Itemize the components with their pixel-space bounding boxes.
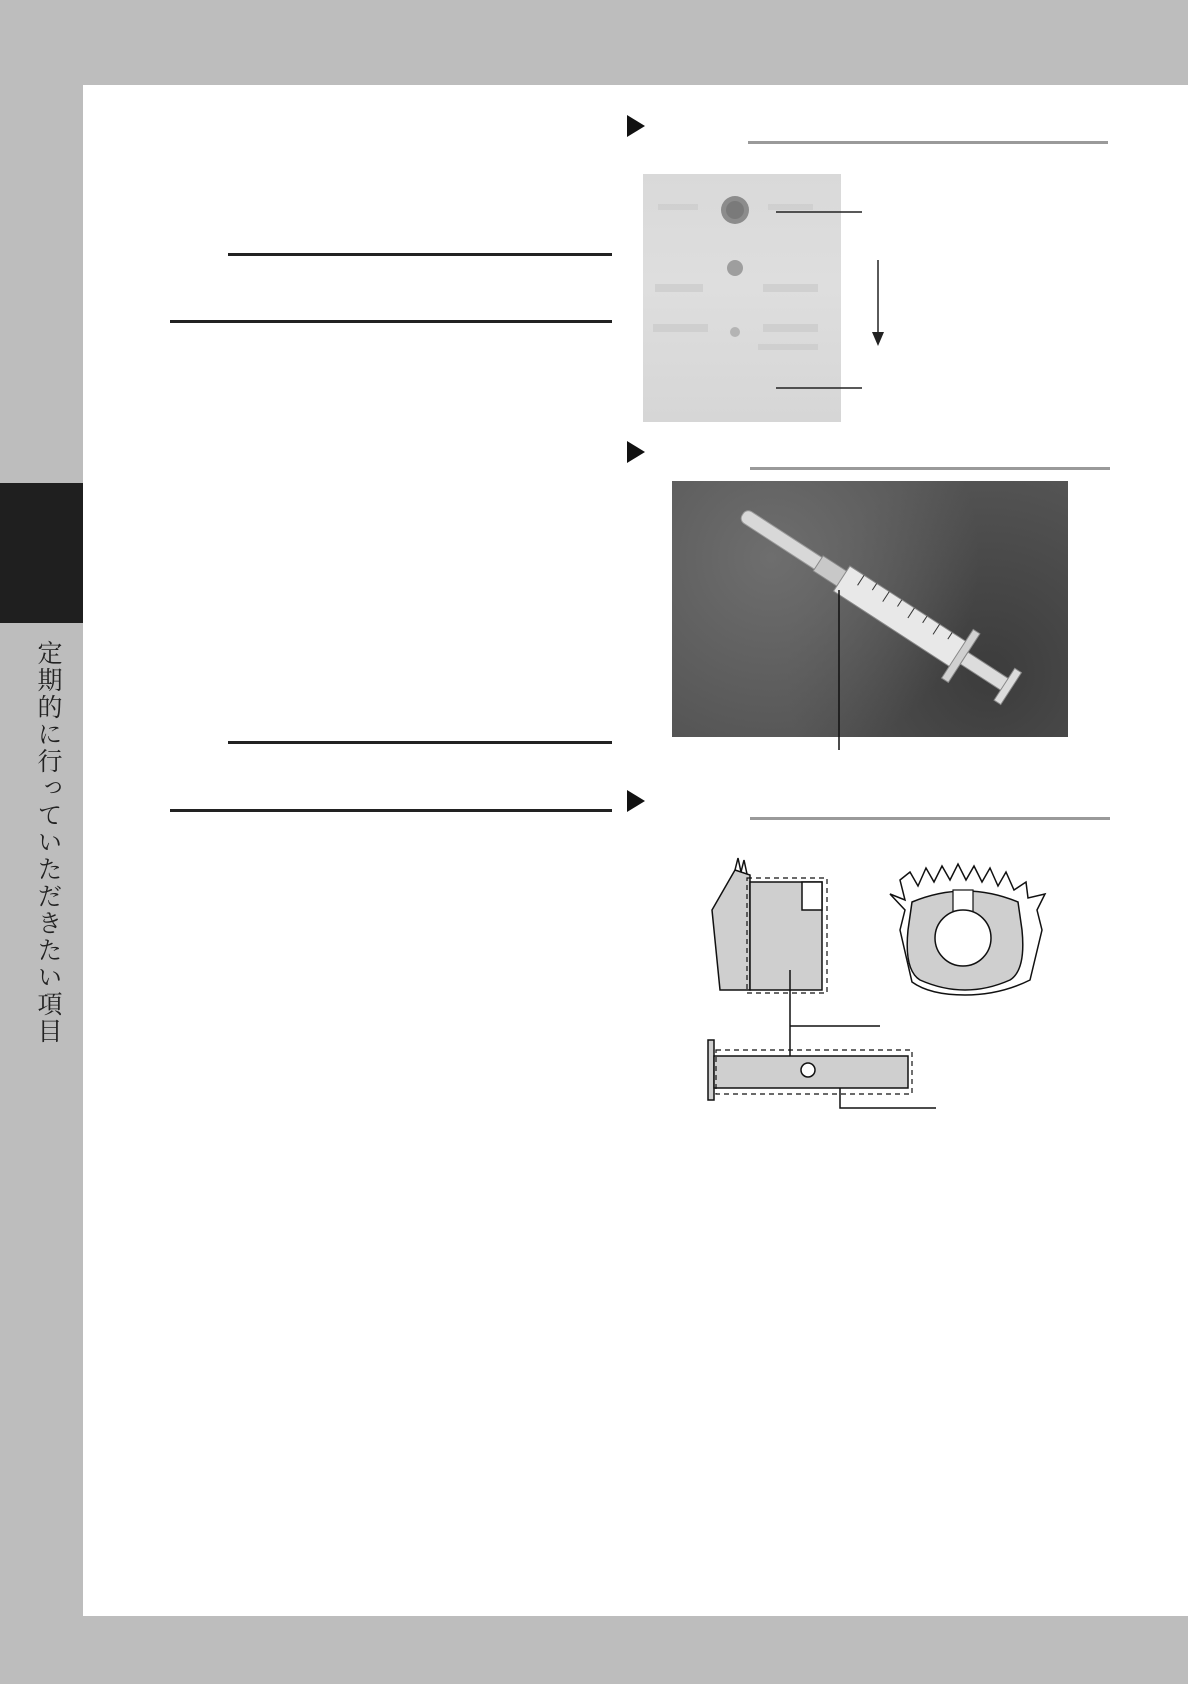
rule-left-1 bbox=[228, 253, 612, 256]
syringe-callout bbox=[836, 590, 842, 750]
plate-callouts bbox=[770, 200, 910, 400]
section-marker-icon bbox=[627, 790, 645, 812]
rule-left-2 bbox=[170, 320, 612, 323]
rule-left-4 bbox=[170, 809, 612, 812]
section-marker-icon bbox=[627, 441, 645, 463]
rule-right-1 bbox=[748, 141, 1108, 144]
section-marker-icon bbox=[627, 115, 645, 137]
part-side-view bbox=[712, 858, 827, 993]
syringe-icon bbox=[672, 481, 1068, 737]
sprocket-diagram bbox=[700, 850, 1080, 1110]
section-tab bbox=[0, 483, 83, 623]
rule-left-3 bbox=[228, 741, 612, 744]
part-front-view bbox=[890, 864, 1045, 995]
part-shaft bbox=[708, 1040, 912, 1100]
rule-right-2 bbox=[750, 467, 1110, 470]
section-label: 定期的に行っていただきたい項目 bbox=[34, 640, 63, 1045]
syringe-photo bbox=[672, 481, 1068, 737]
rule-right-3 bbox=[750, 817, 1110, 820]
